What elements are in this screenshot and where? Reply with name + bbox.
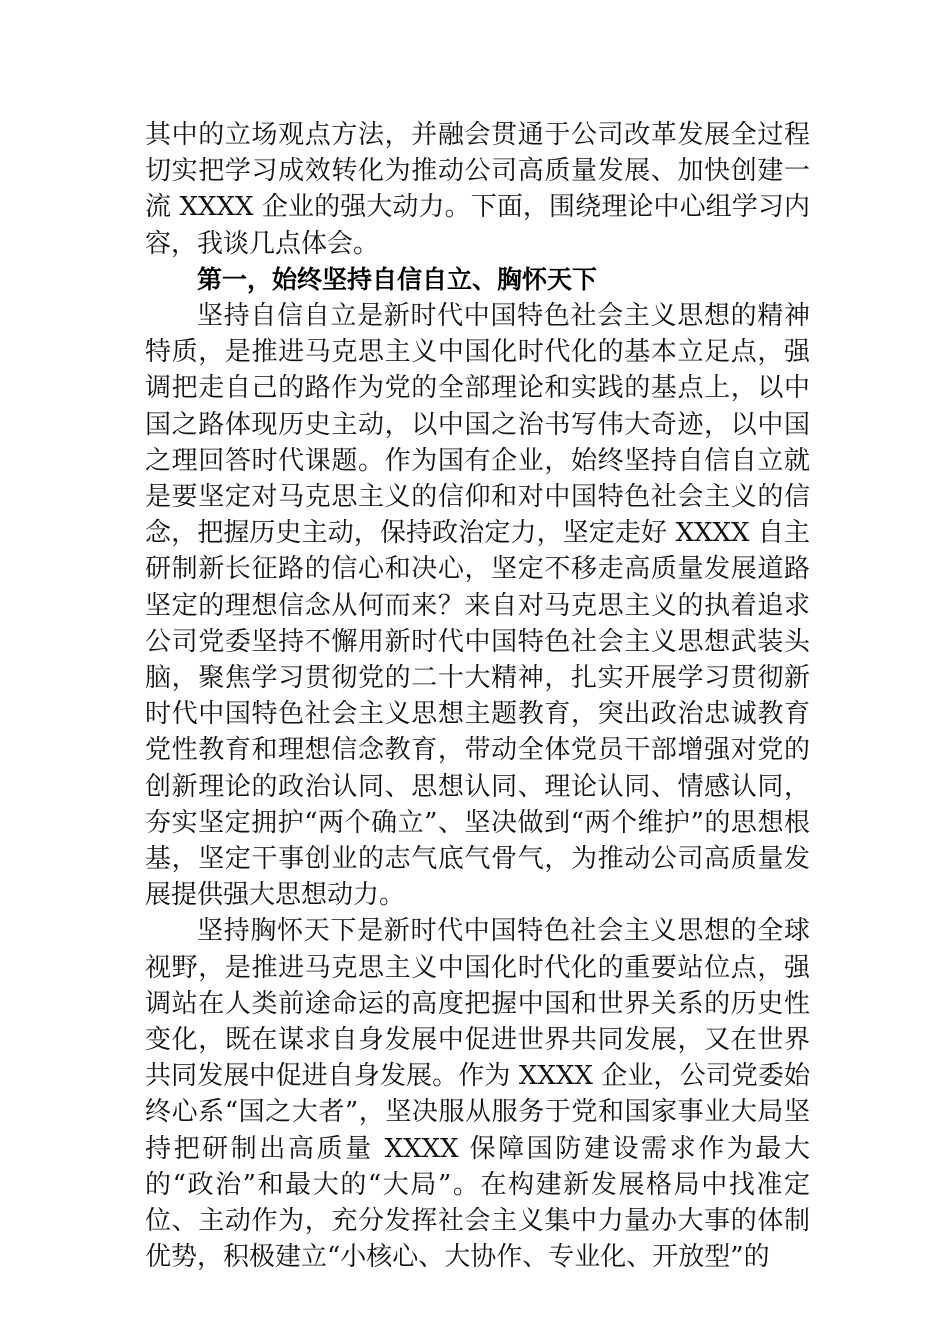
intro-paragraph: 其中的立场观点方法，并融会贯通于公司改革发展全过程切实把学习成效转化为推动公司高质量发展、加快创建一流 XXXX 企业的强大动力。下面，围绕理论中心组学习内容，我谈几点体会。: [145, 120, 810, 259]
document-body: [145, 117, 810, 1276]
body-paragraph-1: 坚持自信自立是新时代中国特色社会主义思想的精神特质，是推进马克思主义中国化时代化的基本立足点，强调把走自己的路作为党的全部理论和实践的基点上，以中国之路体现历史主动，以中国之治书写伟大奇迹，以中国之理回答时代课题。作为国有企业，始终坚持自信自立就是要坚定对马克思主义的信仰和对中国特色社会主义的信念，把握历史主动，保持政治定力，坚定走好 XXXX 自主研制新长征路的信心和决心，坚定不移走高质量发展道路坚定的理想信念从何而来？来自对马克思主义的执着追求公司党委坚持不懈用新时代中国特色社会主义思想武装头脑，聚焦学习贯彻党的二十大精神，扎实开展学习贯彻新时代中国特色社会主义思想主题教育，突出政治忠诚教育党性教育和理想信念教育，带动全体党员干部增强对党的创新理论的政治认同、思想认同、理论认同、情感认同，夯实坚定拥护“两个确立”、坚决做到“两个维护”的思想根基，坚定干事创业的志气底气骨气，为推动公司高质量发展提供强大思想动力。: [145, 301, 810, 911]
section-heading: 第一，始终坚持自信自立、胸怀天下: [197, 264, 598, 294]
body-paragraph-2: 坚持胸怀天下是新时代中国特色社会主义思想的全球视野，是推进马克思主义中国化时代化的重要站位点，强调站在人类前途命运的高度把握中国和世界关系的历史性变化，既在谋求自身发展中促进世界共同发展，又在世界共同发展中促进自身发展。作为 XXXX 企业，公司党委始终心系“国之大者”，坚决服从服务于党和国家事业大局坚持把研制出高质量 XXXX 保障国防建设需求作为最大的“政治”和最大的“大局”。在构建新发展格局中找准定位、主动作为，充分发挥社会主义集中力量办大事的体制优势，积极建立“小核心、大协作、专业化、开放型”的: [145, 916, 810, 1273]
